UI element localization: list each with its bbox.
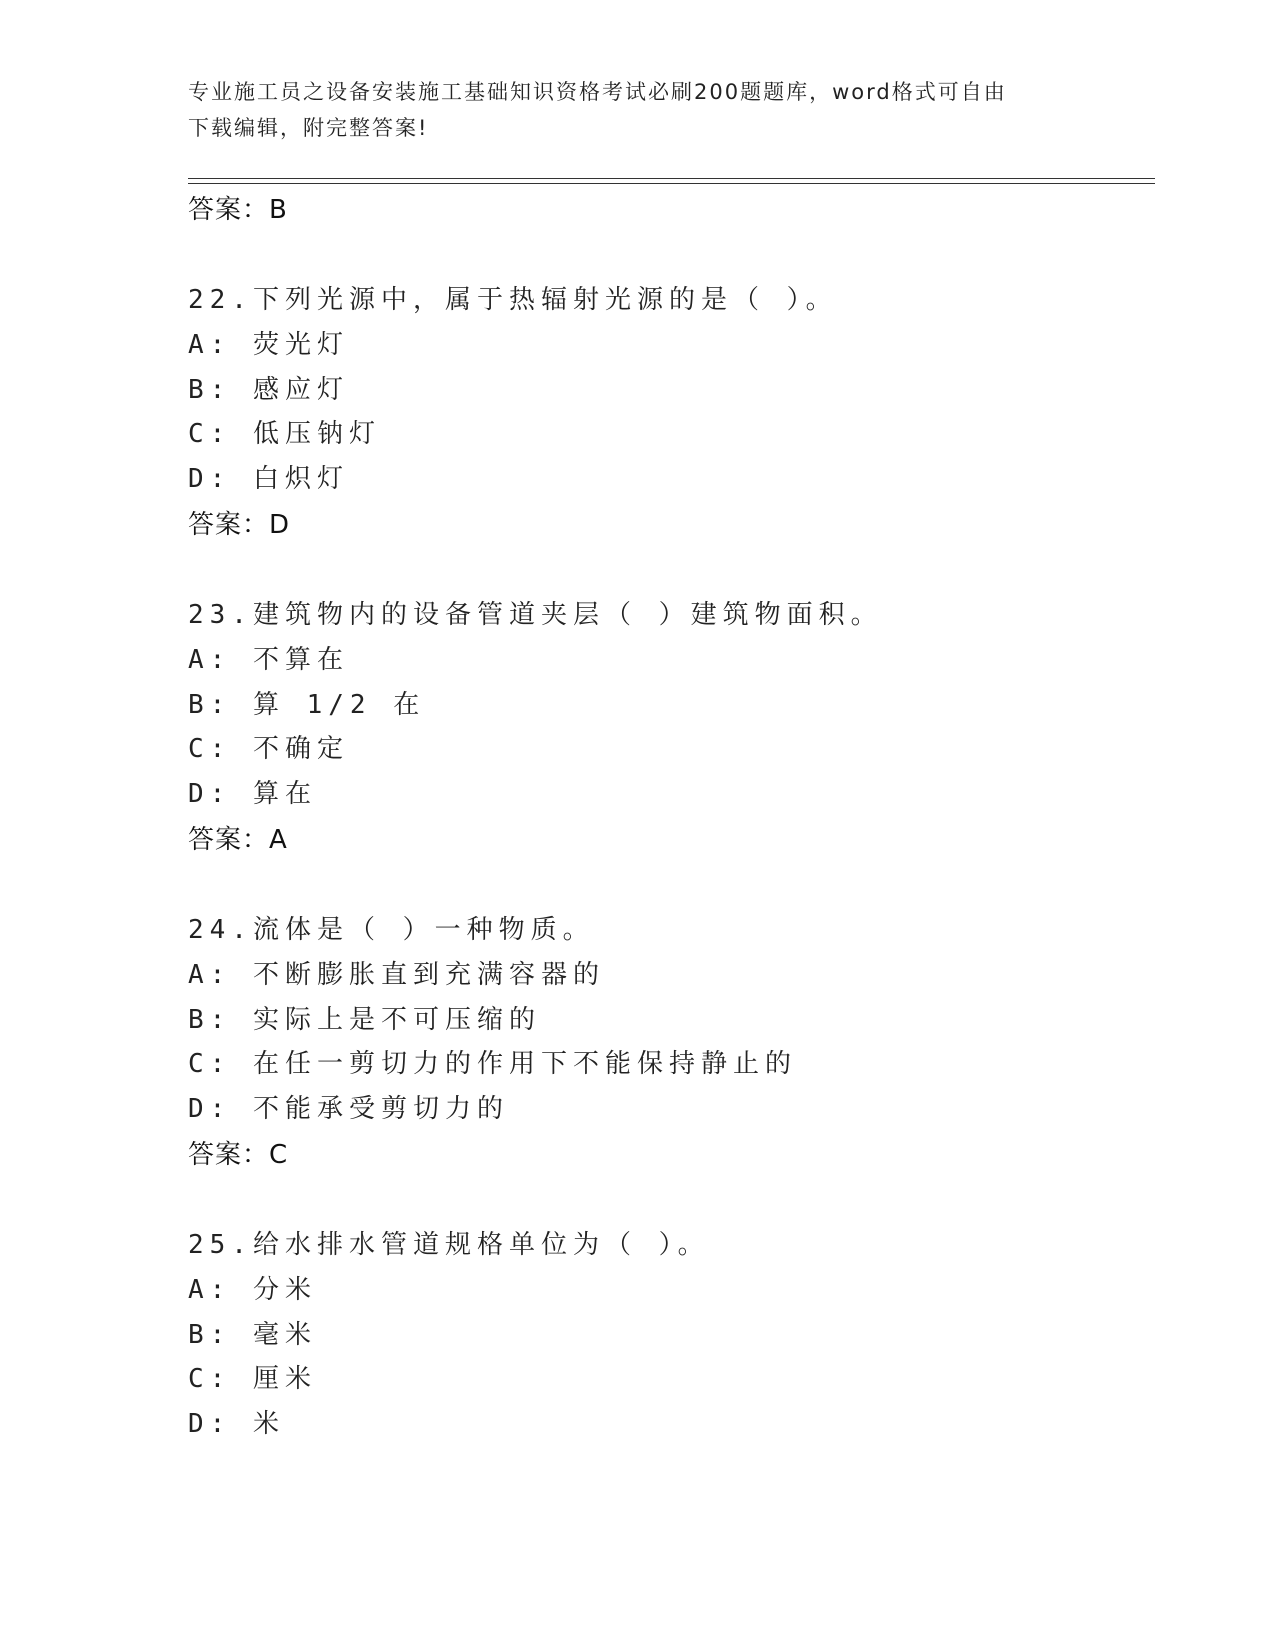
- header-title-line-2: 下载编辑，附完整答案!: [188, 116, 429, 140]
- question-22-option-c: C: 低压钠灯: [188, 419, 381, 449]
- question-22-option-a: A: 荧光灯: [188, 330, 349, 360]
- question-24-option-d: D: 不能承受剪切力的: [188, 1094, 509, 1124]
- question-24-option-c: C: 在任一剪切力的作用下不能保持静止的: [188, 1049, 797, 1079]
- question-23-option-c: C: 不确定: [188, 734, 349, 764]
- question-25-option-d: D: 米: [188, 1409, 285, 1439]
- question-25-option-c: C: 厘米: [188, 1364, 317, 1394]
- question-25-stem: 25.给水排水管道规格单位为（ ）。: [188, 1230, 710, 1260]
- question-23-stem: 23.建筑物内的设备管道夹层（ ）建筑物面积。: [188, 600, 883, 630]
- question-22-stem: 22.下列光源中，属于热辐射光源的是（ ）。: [188, 285, 838, 315]
- question-24-option-b: B: 实际上是不可压缩的: [188, 1005, 541, 1035]
- document-header: [188, 74, 1088, 146]
- question-25-option-b: B: 毫米: [188, 1320, 317, 1350]
- question-24-option-a: A: 不断膨胀直到充满容器的: [188, 960, 605, 990]
- question-23-option-a: A: 不算在: [188, 645, 349, 675]
- header-title-line-1: 专业施工员之设备安装施工基础知识资格考试必刷200题题库，word格式可自由: [188, 80, 1007, 104]
- question-24-answer: 答案：C: [188, 1140, 289, 1170]
- question-25-option-a: A: 分米: [188, 1275, 317, 1305]
- previous-answer: 答案：B: [188, 195, 288, 225]
- question-22-answer: 答案：D: [188, 510, 291, 540]
- question-23-option-d: D: 算在: [188, 779, 317, 809]
- question-23-option-b: B: 算 1/2 在: [188, 690, 426, 720]
- question-22-option-b: B: 感应灯: [188, 375, 349, 405]
- header-divider-top: [188, 178, 1155, 179]
- question-24-stem: 24.流体是（ ）一种物质。: [188, 915, 595, 945]
- header-divider-bottom: [188, 183, 1155, 184]
- question-23-answer: 答案：A: [188, 825, 288, 855]
- question-22-option-d: D: 白炽灯: [188, 464, 349, 494]
